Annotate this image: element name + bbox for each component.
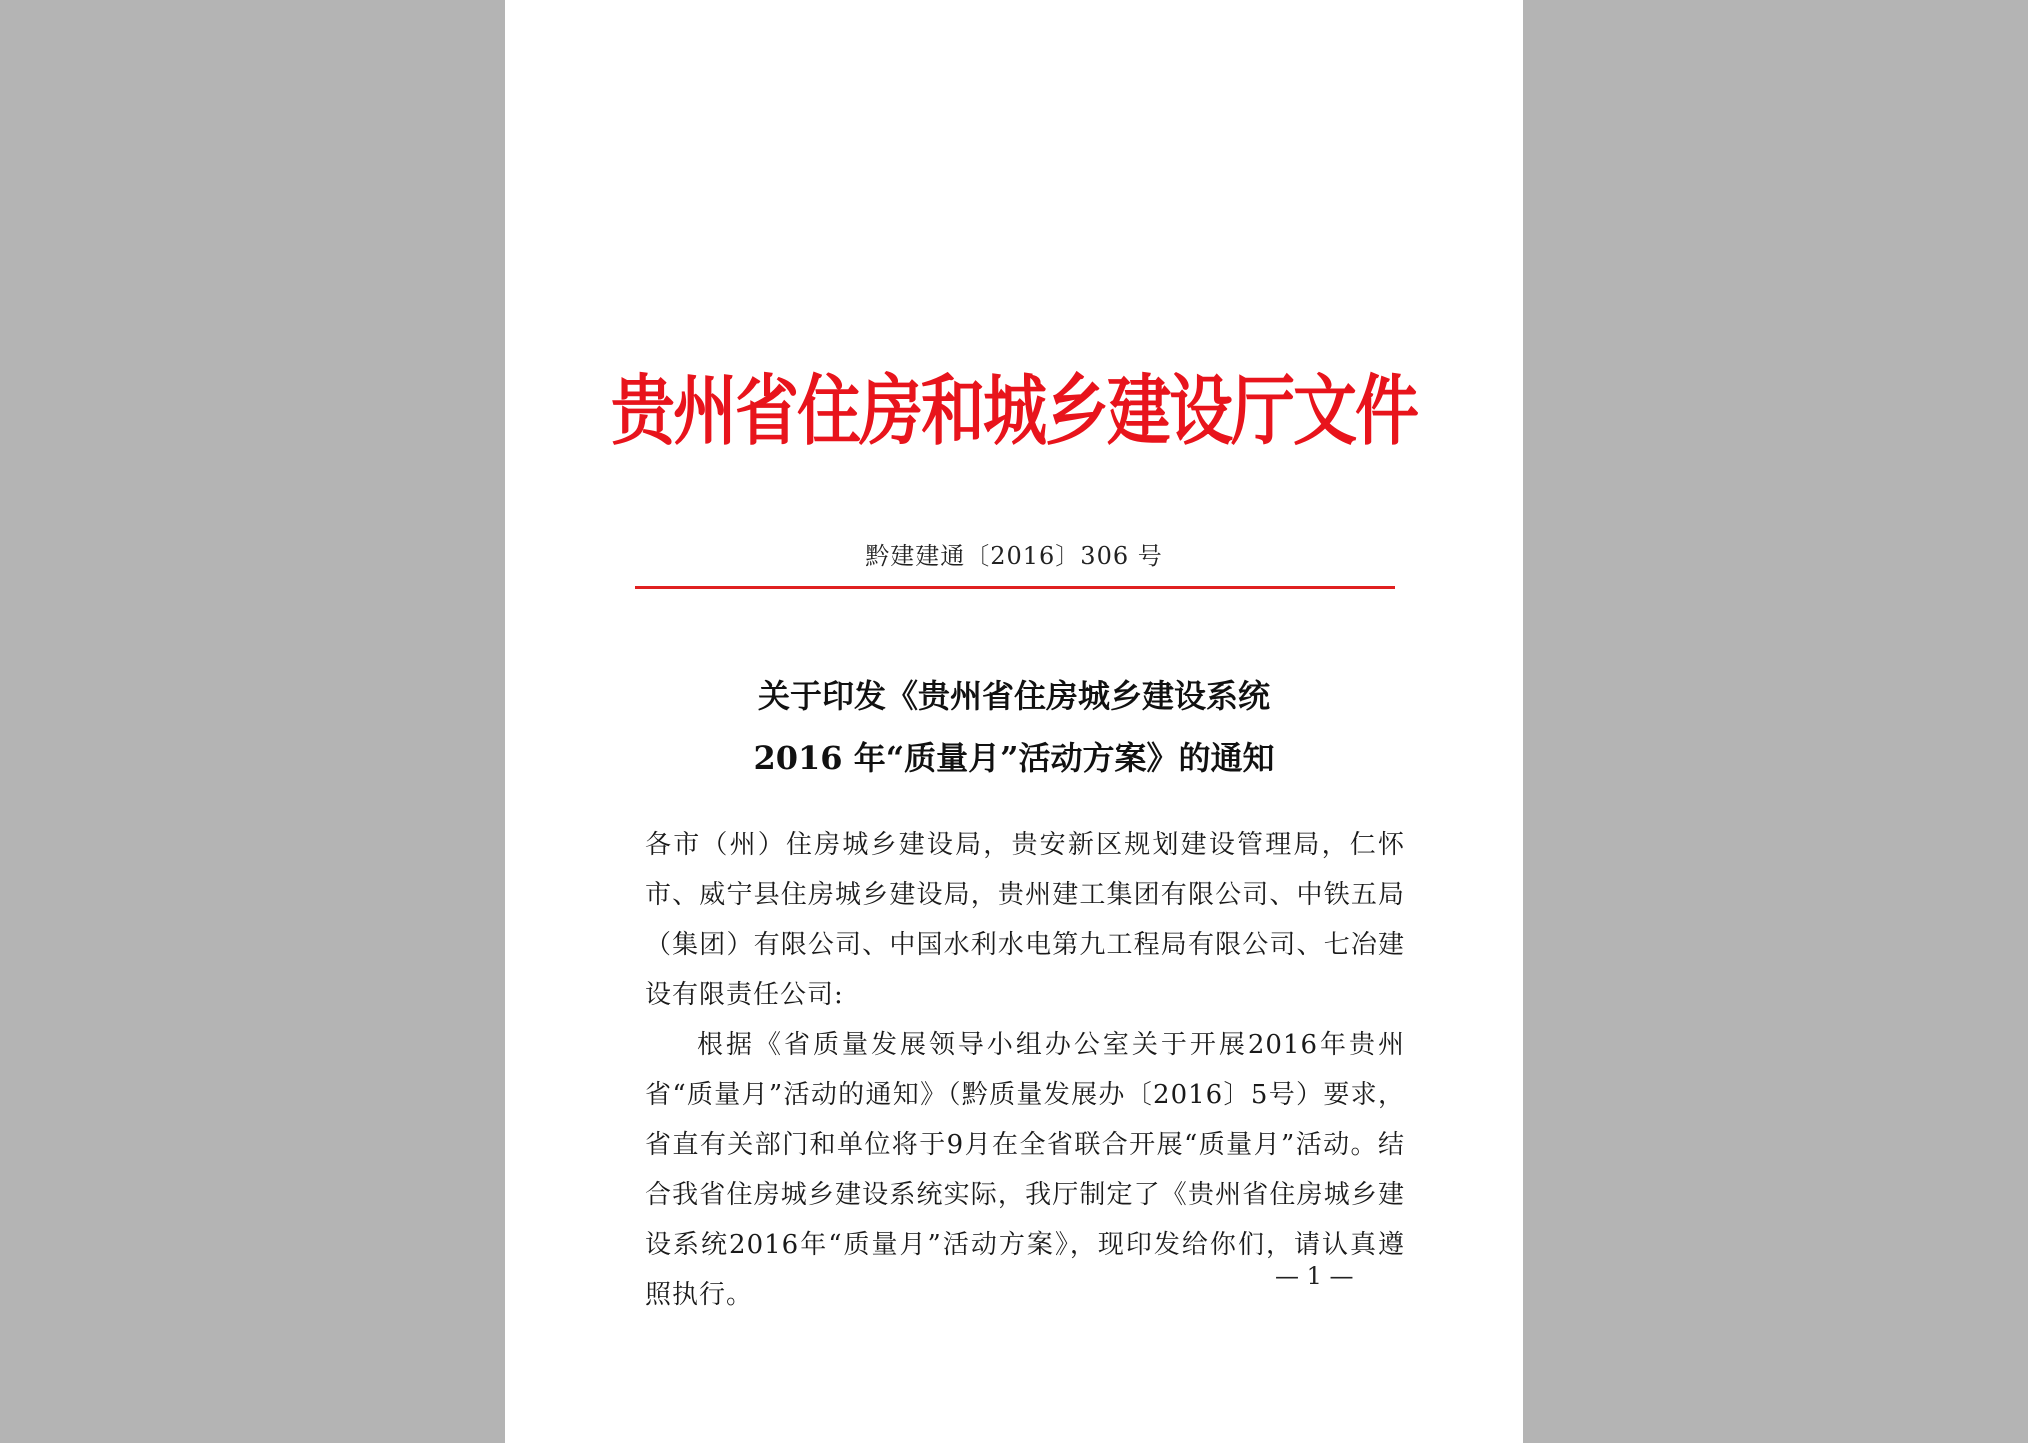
notice-body [645, 820, 1405, 1320]
document-number: 黔建建通〔2016〕306 号 [865, 542, 1163, 570]
document-header-title: 贵州省住房和城乡建设厅文件 [611, 368, 1417, 457]
recipients-paragraph: 各市（州）住房城乡建设局，贵安新区规划建设管理局，仁怀市、威宁县住房城乡建设局，贵州建工集团有限公司、中铁五局（集团）有限公司、中国水利水电第九工程局有限公司、七冶建设有限责任公司: [645, 830, 1405, 1010]
red-divider-line [635, 586, 1395, 589]
document-page [505, 0, 1523, 1443]
notice-title [505, 665, 1523, 789]
page-number: — 1 — [1275, 1262, 1354, 1290]
body-paragraph: 根据《省质量发展领导小组办公室关于开展2016年贵州省“质量月”活动的通知》（黔质量发展办〔2016〕5号）要求，省直有关部门和单位将于9月在全省联合开展“质量月”活动。结合我省住房城乡建设系统实际，我厅制定了《贵州省住房城乡建设系统2016年“质量月”活动方案》，现印发给你们，请认真遵照执行。 [645, 1030, 1405, 1310]
notice-title-line-2: 2016 年“质量月”活动方案》的通知 [753, 739, 1275, 777]
notice-title-line-1: 关于印发《贵州省住房城乡建设系统 [757, 677, 1270, 715]
